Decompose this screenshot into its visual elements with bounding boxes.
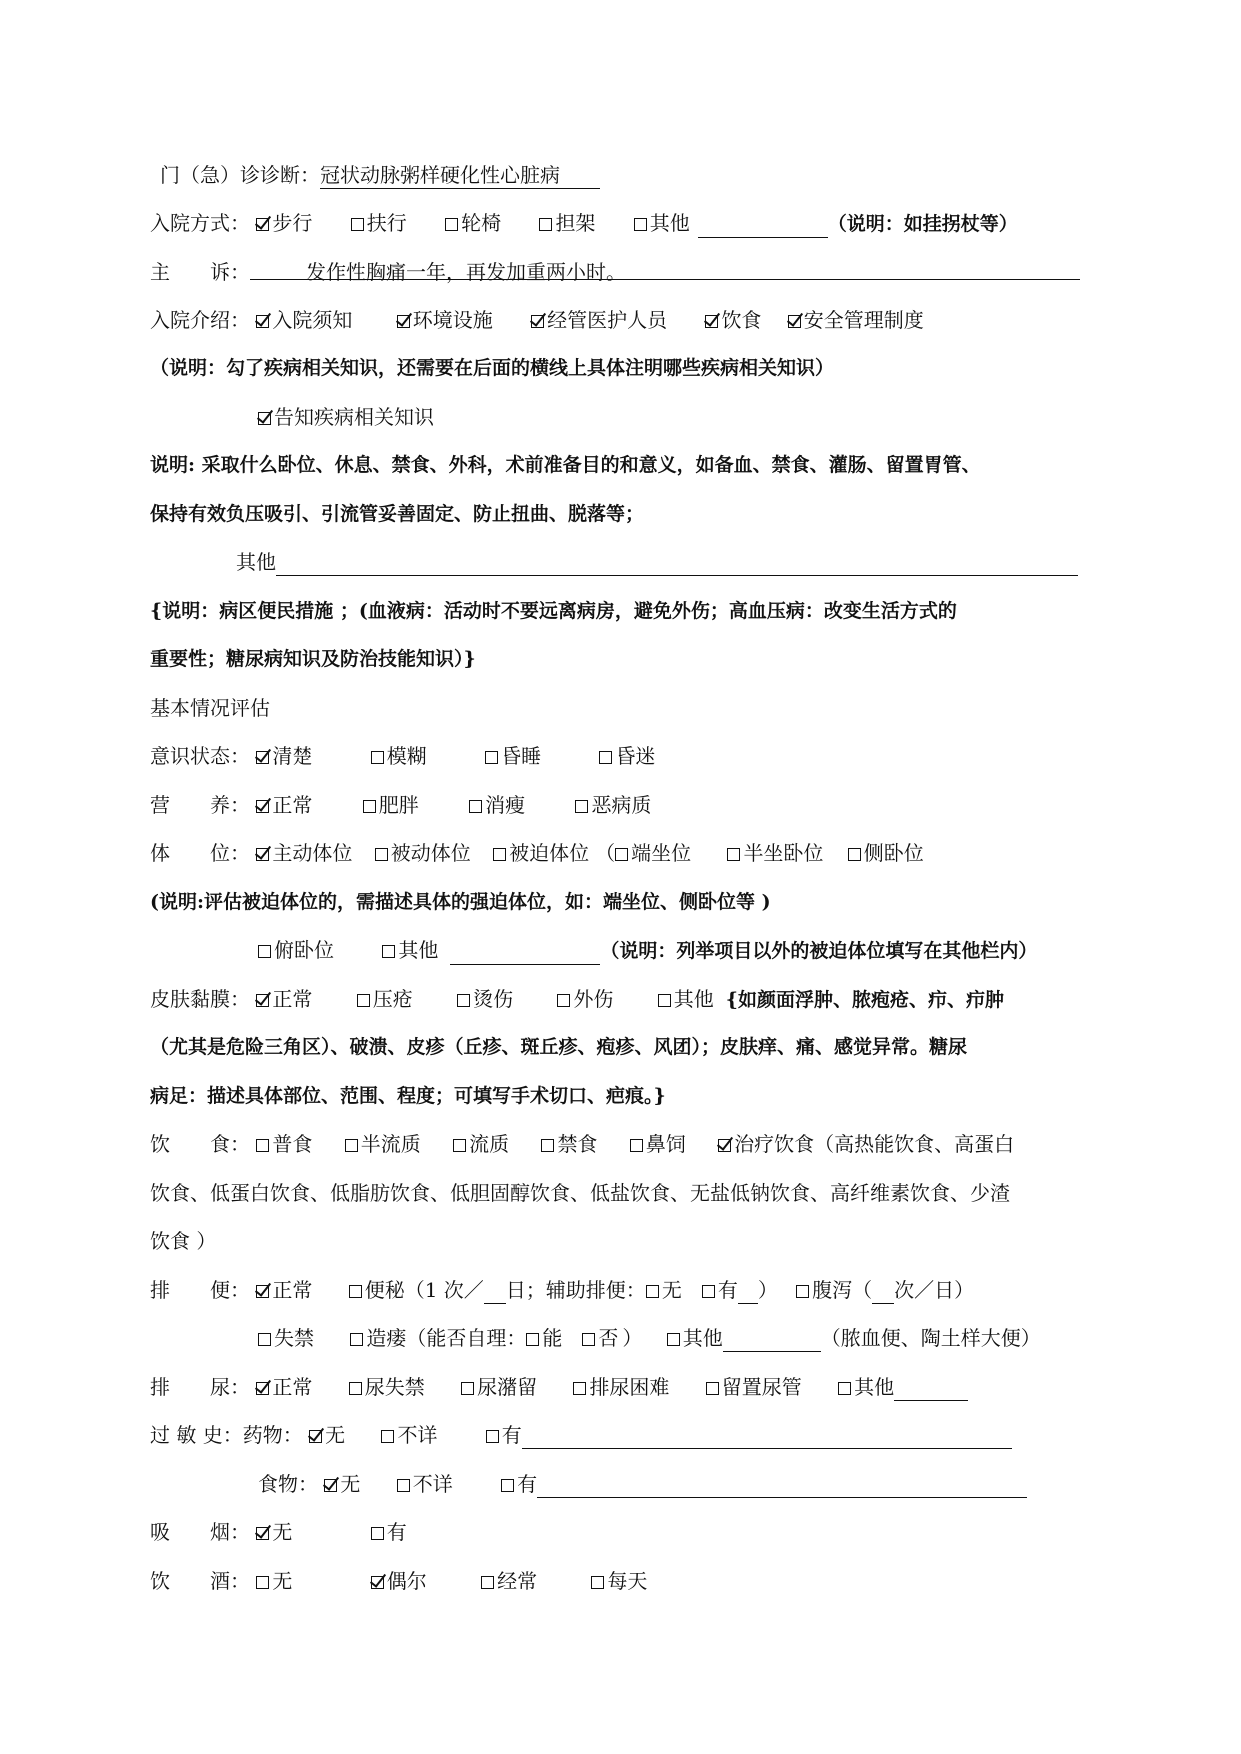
stoma-cannot-option[interactable]: 否 <box>582 1324 618 1352</box>
skin-option[interactable]: 烫伤 <box>457 985 513 1013</box>
admission-option[interactable]: 轮椅 <box>445 209 501 237</box>
checkbox[interactable] <box>381 1430 394 1443</box>
stool-other-note: （脓血便、陶土样大便） <box>820 1326 1041 1350</box>
allergy-drug-option[interactable]: 无 <box>309 1421 345 1449</box>
checkbox[interactable] <box>658 994 671 1007</box>
checkbox[interactable] <box>453 1139 466 1152</box>
position-row: 体 位： 主动体位 被动体位 被迫体位 （ 端坐位 半坐卧位 侧卧位 <box>150 841 924 865</box>
skin-option[interactable]: 正常 <box>256 985 312 1013</box>
checkbox-checked[interactable] <box>256 848 269 861</box>
admission-other-field[interactable] <box>698 215 828 238</box>
checkbox[interactable] <box>469 800 482 813</box>
intro-option[interactable]: 安全管理制度 <box>788 306 924 334</box>
skin-note-b: （尤其是危险三角区）、破溃、皮疹（丘疹、斑丘疹、疱疹、风团）；皮肤痒、痛、感觉异常。糖尿 <box>150 1036 968 1058</box>
checkbox[interactable] <box>461 1382 474 1395</box>
allergy-food-field[interactable] <box>537 1475 1027 1498</box>
urine-option[interactable]: 留置尿管 <box>706 1373 802 1401</box>
allergy-drug-label: 药物： <box>242 1423 303 1447</box>
checkbox[interactable] <box>634 218 647 231</box>
urine-option[interactable]: 尿潴留 <box>461 1373 537 1401</box>
urine-option[interactable]: 正常 <box>256 1373 312 1401</box>
assist-no-option[interactable]: 无 <box>646 1276 682 1304</box>
consciousness-option[interactable]: 昏睡 <box>485 742 541 770</box>
admission-option[interactable]: 担架 <box>539 209 595 237</box>
allergy-food-option[interactable]: 不详 <box>397 1470 453 1498</box>
checkbox[interactable] <box>349 1285 362 1298</box>
consciousness-row <box>150 742 1151 770</box>
intro-option[interactable]: 经管医护人员 <box>531 306 667 334</box>
urine-row <box>150 1373 1151 1401</box>
stool-normal-option[interactable]: 正常 <box>256 1276 312 1304</box>
diet-label: 饮 食： <box>150 1132 250 1156</box>
diet-row <box>150 1130 1151 1158</box>
admission-option[interactable]: 扶行 <box>351 209 407 237</box>
diet-option[interactable]: 治疗饮食 <box>718 1130 814 1158</box>
checkbox-checked[interactable] <box>256 994 269 1007</box>
skin-option[interactable]: 压疮 <box>357 985 413 1013</box>
assist-yes-field[interactable] <box>738 1283 758 1304</box>
diarrhea-times-field[interactable] <box>872 1283 894 1304</box>
checkbox[interactable] <box>796 1285 809 1298</box>
constipation-days-field[interactable] <box>484 1283 506 1304</box>
checkbox-checked[interactable] <box>258 412 271 425</box>
skin-option[interactable]: 外伤 <box>557 985 613 1013</box>
consciousness-label: 意识状态： <box>150 744 250 768</box>
admission-mode-row <box>150 209 1151 238</box>
stool-constipation-option[interactable]: 便秘 <box>349 1276 405 1304</box>
checkbox[interactable] <box>445 218 458 231</box>
checkbox[interactable] <box>357 994 370 1007</box>
allergy-food-option[interactable]: 有 <box>501 1470 537 1498</box>
drinking-option[interactable]: 无 <box>256 1567 292 1595</box>
note-care-b: 保持有效负压吸引、引流管妥善固定、防止扭曲、脱落等； <box>150 503 645 525</box>
checkbox-checked[interactable] <box>256 1285 269 1298</box>
drinking-option[interactable]: 每天 <box>591 1567 647 1595</box>
intro-option[interactable]: 环境设施 <box>397 306 493 334</box>
other-field[interactable] <box>276 553 1078 576</box>
checkbox[interactable] <box>501 1479 514 1492</box>
checkbox-checked[interactable] <box>397 315 410 328</box>
diet-option[interactable]: 禁食 <box>541 1130 597 1158</box>
checkbox[interactable] <box>539 218 552 231</box>
checkbox[interactable] <box>371 1527 384 1540</box>
checkbox[interactable] <box>615 848 628 861</box>
checkbox[interactable] <box>256 1576 269 1589</box>
checkbox[interactable] <box>848 848 861 861</box>
admission-note: （说明：如挂拐杖等） <box>827 213 1018 235</box>
stool-incontinence-option[interactable]: 失禁 <box>258 1324 314 1352</box>
allergy-drug-field[interactable] <box>522 1426 1012 1449</box>
checkbox[interactable] <box>258 1333 271 1346</box>
note-disease-knowledge: （说明：勾了疾病相关知识，还需要在后面的横线上具体注明哪些疾病相关知识） <box>150 357 835 379</box>
checkbox[interactable] <box>371 751 384 764</box>
checkbox-checked[interactable] <box>718 1139 731 1152</box>
assist-yes-option[interactable]: 有 <box>702 1276 738 1304</box>
diagnosis-label: 门（急）诊诊断： <box>160 163 320 187</box>
position-option[interactable]: 被迫体位 <box>493 839 589 867</box>
drinking-label: 饮 酒： <box>150 1569 250 1593</box>
stool-stoma-option[interactable]: 造瘘 <box>350 1324 406 1352</box>
checkbox[interactable] <box>575 800 588 813</box>
stool-other-field[interactable] <box>723 1329 821 1352</box>
checkbox[interactable] <box>351 218 364 231</box>
admission-option[interactable]: 其他 <box>634 209 690 237</box>
consciousness-option[interactable]: 清楚 <box>256 742 312 770</box>
checkbox[interactable] <box>702 1285 715 1298</box>
allergy-drug-option[interactable]: 不详 <box>381 1421 437 1449</box>
checkbox-checked[interactable] <box>256 751 269 764</box>
other-label: 其他 <box>236 550 276 574</box>
position2-option[interactable]: 俯卧位 <box>258 936 334 964</box>
stool-other-option[interactable]: 其他 <box>667 1324 723 1352</box>
checkbox[interactable] <box>646 1285 659 1298</box>
diagnosis-row <box>160 161 1151 189</box>
diet-detail-c: 饮食 ） <box>150 1229 217 1253</box>
skin-row <box>150 985 1151 1014</box>
stool-label: 排 便： <box>150 1278 250 1302</box>
checkbox[interactable] <box>599 751 612 764</box>
consciousness-option[interactable]: 模糊 <box>371 742 427 770</box>
nutrition-label: 营 养： <box>150 793 250 817</box>
checkbox[interactable] <box>557 994 570 1007</box>
complaint-label: 主 诉： <box>150 260 250 284</box>
note-ward-a: {说明：病区便民措施 ；(血液病：活动时不要远离病房，避免外伤；高血压病：改变生活方式的 <box>150 600 957 622</box>
urine-other-field[interactable] <box>894 1378 968 1401</box>
diet-detail-b: 饮食、低蛋白饮食、低脂肪饮食、低胆固醇饮食、低盐饮食、无盐低钠饮食、高纤维素饮食、少渣 <box>150 1181 1010 1205</box>
checkbox[interactable] <box>838 1382 851 1395</box>
admission-option[interactable]: 步行 <box>256 209 312 237</box>
drinking-row <box>150 1567 1151 1595</box>
checkbox-checked[interactable] <box>788 315 801 328</box>
checkbox[interactable] <box>493 848 506 861</box>
disease-knowledge-row <box>150 403 1151 431</box>
nutrition-row <box>150 791 1151 819</box>
checkbox-checked[interactable] <box>324 1479 337 1492</box>
disease-knowledge-option[interactable]: 告知疾病相关知识 <box>258 403 434 431</box>
intro-row <box>150 306 1151 334</box>
checkbox[interactable] <box>486 1430 499 1443</box>
checkbox[interactable] <box>706 1382 719 1395</box>
checkbox-checked[interactable] <box>256 800 269 813</box>
checkbox[interactable] <box>573 1382 586 1395</box>
checkbox-checked[interactable] <box>705 315 718 328</box>
nutrition-option[interactable]: 恶病质 <box>575 791 651 819</box>
allergy-food-row <box>150 1470 1151 1498</box>
position-option[interactable]: 主动体位 <box>256 839 352 867</box>
complaint-field[interactable]: 发作性胸痛一年，再发加重两小时。 <box>250 258 1080 280</box>
allergy-food-option[interactable]: 无 <box>324 1470 360 1498</box>
allergy-drug-row <box>150 1421 1151 1449</box>
position-other-field[interactable] <box>450 942 600 965</box>
checkbox-checked[interactable] <box>256 1382 269 1395</box>
note-forced-position: (说明:评估被迫体位的，需描述具体的强迫体位，如：端坐位、侧卧位等 ) <box>150 891 771 913</box>
checkbox[interactable] <box>382 945 395 958</box>
checkbox[interactable] <box>457 994 470 1007</box>
position-sub-option[interactable]: 端坐位 <box>615 839 691 867</box>
diet-option[interactable]: 半流质 <box>345 1130 421 1158</box>
urine-option[interactable]: 其他 <box>838 1373 894 1401</box>
admission-mode-label: 入院方式： <box>150 211 250 235</box>
stoma-can-option[interactable]: 能 <box>526 1324 562 1352</box>
skin-note-a: {如颜面浮肿、脓疱疮、疖、疖肿 <box>725 989 1005 1011</box>
position-sub-option[interactable]: 半坐卧位 <box>727 839 823 867</box>
smoking-label: 吸 烟： <box>150 1520 250 1544</box>
position2-note: （说明：列举项目以外的被迫体位填写在其他栏内） <box>600 940 1038 962</box>
complaint-row <box>150 258 1151 286</box>
urine-label: 排 尿： <box>150 1375 250 1399</box>
checkbox[interactable] <box>397 1479 410 1492</box>
checkbox-checked[interactable] <box>309 1430 322 1443</box>
allergy-label: 过 敏 史： <box>150 1423 243 1447</box>
checkbox[interactable] <box>591 1576 604 1589</box>
checkbox[interactable] <box>481 1576 494 1589</box>
checkbox-checked[interactable] <box>371 1576 384 1589</box>
checkbox-checked[interactable] <box>256 1527 269 1540</box>
allergy-drug-option[interactable]: 有 <box>486 1421 522 1449</box>
position-sub-option[interactable]: 侧卧位 <box>848 839 924 867</box>
checkbox[interactable] <box>363 800 376 813</box>
checkbox-checked[interactable] <box>531 315 544 328</box>
intro-label: 入院介绍： <box>150 308 250 332</box>
diet-option[interactable]: 普食 <box>256 1130 312 1158</box>
position-label: 体 位： <box>150 841 250 865</box>
checkbox[interactable] <box>526 1333 539 1346</box>
urine-option[interactable]: 尿失禁 <box>349 1373 425 1401</box>
checkbox[interactable] <box>727 848 740 861</box>
nutrition-option[interactable]: 消瘦 <box>469 791 525 819</box>
checkbox[interactable] <box>375 848 388 861</box>
intro-option[interactable]: 入院须知 <box>256 306 352 334</box>
diet-option[interactable]: 鼻饲 <box>630 1130 686 1158</box>
checkbox[interactable] <box>630 1139 643 1152</box>
checkbox[interactable] <box>349 1382 362 1395</box>
consciousness-option[interactable]: 昏迷 <box>599 742 655 770</box>
checkbox[interactable] <box>258 945 271 958</box>
basic-assessment-title: 基本情况评估 <box>150 696 270 720</box>
checkbox[interactable] <box>582 1333 595 1346</box>
nutrition-option[interactable]: 正常 <box>256 791 312 819</box>
stool-diarrhea-option[interactable]: 腹泻 <box>796 1276 852 1304</box>
nutrition-option[interactable]: 肥胖 <box>363 791 419 819</box>
note-ward-b: 重要性；糖尿病知识及防治技能知识）} <box>150 648 476 670</box>
diet-detail-a: （高热能饮食、高蛋白 <box>814 1132 1015 1156</box>
smoking-option[interactable]: 有 <box>371 1518 407 1546</box>
stool-row-2: 失禁 造瘘（能否自理： 能 否 ） 其他 （脓血便、陶土样大便） <box>150 1324 1151 1352</box>
checkbox-checked[interactable] <box>256 218 269 231</box>
other-row <box>150 548 1151 576</box>
checkbox[interactable] <box>485 751 498 764</box>
diet-option[interactable]: 流质 <box>453 1130 509 1158</box>
note-care-a: 说明: 采取什么卧位、休息、禁食、外科，术前准备目的和意义，如备血、禁食、灌肠、留置胃管、 <box>150 454 981 476</box>
position-option[interactable]: 被动体位 <box>375 839 471 867</box>
stool-row: 排 便： 正常 便秘（1 次／ 日；辅助排便： 无 有 ） 腹泻（ 次／日） <box>150 1278 975 1302</box>
allergy-food-label: 食物： <box>258 1472 318 1496</box>
checkbox-checked[interactable] <box>256 315 269 328</box>
position2-option[interactable]: 其他 <box>382 936 438 964</box>
position2-row <box>150 936 1151 965</box>
smoking-option[interactable]: 无 <box>256 1518 292 1546</box>
checkbox[interactable] <box>667 1333 680 1346</box>
smoking-row <box>150 1518 1151 1546</box>
intro-option[interactable]: 饮食 <box>705 306 761 334</box>
drinking-option[interactable]: 经常 <box>481 1567 537 1595</box>
drinking-option[interactable]: 偶尔 <box>371 1567 427 1595</box>
skin-option[interactable]: 其他 <box>658 985 714 1013</box>
skin-note-c: 病足：描述具体部位、范围、程度；可填写手术切口、疤痕。} <box>150 1085 666 1107</box>
checkbox[interactable] <box>541 1139 554 1152</box>
diagnosis-field[interactable]: 冠状动脉粥样硬化性心脏病 <box>320 163 600 189</box>
urine-option[interactable]: 排尿困难 <box>573 1373 669 1401</box>
checkbox[interactable] <box>350 1333 363 1346</box>
skin-label: 皮肤黏膜： <box>150 987 250 1011</box>
checkbox[interactable] <box>256 1139 269 1152</box>
checkbox[interactable] <box>345 1139 358 1152</box>
